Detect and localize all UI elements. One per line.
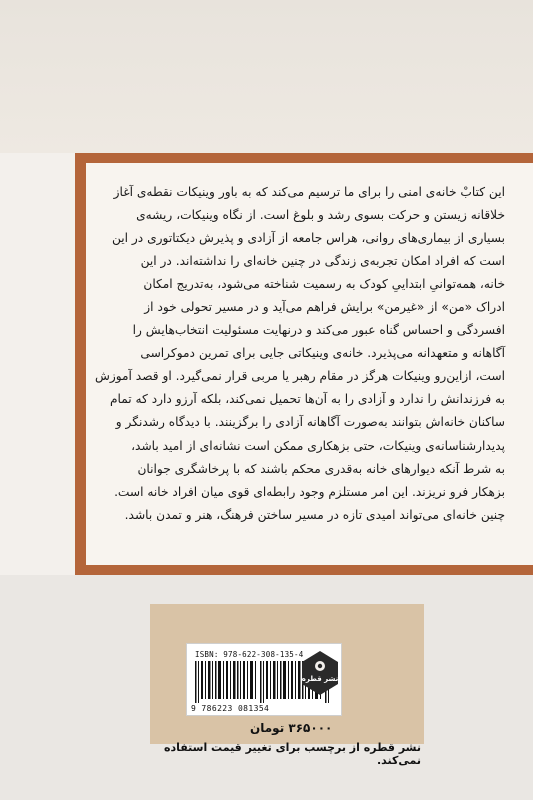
blurb-line-9: است، ازاین‌رو وینیکات هرگز در مقام رهبر یا مربی قرار نمی‌گیرد. او قصد آموزش	[94, 369, 505, 384]
blurb-line-1: این کتابْ خانه‌ی امنی را برای ما ترسیم می‌کند که به باور وینیکات نقطه‌ی آغاز	[113, 185, 505, 199]
cover-top-band	[0, 0, 533, 153]
publisher-logo	[300, 650, 340, 700]
isbn-text: ISBN: 978-622-308-135-4	[195, 650, 304, 659]
blurb-line-11: ساکنان خانه‌اش بتوانند به‌صورت آگاهانه آزادی را برگزینند. با دیدگاه رشدنگر و	[115, 415, 505, 430]
blurb-line-2: خلاقانه زیستن و حرکت بسوی رشد و بلوغ است. از نگاه وینیکات، ریشه‌ی	[136, 208, 505, 223]
price-text: ۳۶۵۰۰۰ تومان	[250, 721, 333, 735]
blurb-line-6: ادراک «من» از «غیرمن» برایش فراهم می‌آید و در مسیر تحولی خود از	[144, 300, 505, 315]
blurb-line-10: به فرزندانش را ندارد و آزادی را به آن‌ها تحمیل نمی‌کند، بلکه آرزو دارد که تمام	[109, 392, 505, 407]
publisher-logo-label: نشر قطره	[301, 675, 339, 683]
blurb-line-7: افسردگی و احساس گناه عبور می‌کند و درنهایت مسئولیت انتخاب‌هایش را	[132, 323, 505, 338]
blurb-line-8: آگاهانه و متعهدانه می‌پذیرد. خانه‌ی وینیکاتی جایی برای تمرین دموکراسی	[140, 346, 505, 361]
publisher-logo-icon	[300, 650, 340, 696]
back-cover-blurb	[93, 181, 505, 527]
blurb-line-13: به شرط آنکه دیوارهای خانه به‌قدری محکم باشند که با پرخاشگری جوانان	[137, 461, 505, 476]
price-notice: نشر قطره از برچسب برای تغییر قیمت استفاده نمی‌کند.	[163, 741, 421, 767]
blurb-line-12: پدیدارشناسانه‌ی وینیکات، حتی بزهکاری ممکن است نشانه‌ای از امید باشد،	[131, 438, 505, 453]
blurb-line-14: بزهکار فرو نریزند. این امر مستلزم وجود رابطه‌ای قوی میان افراد خانه است.	[114, 484, 505, 499]
blurb-line-15: چنین خانه‌ای می‌تواند امیدی تازه در مسیر ساختن فرهنگ، هنر و تمدن باشد.	[124, 507, 505, 522]
barcode-digits: 9 786223 081354	[191, 704, 270, 713]
blurb-line-4: است که افراد امکان تجربه‌ی زندگی در چنین خانه‌ای را نداشته‌اند. در این	[140, 254, 505, 269]
blurb-line-3: بسیاری از بیماری‌های روانی، هراس جامعه از آزادی و پذیرش دیکتاتوری در این	[111, 231, 505, 246]
blurb-line-5: خانه، همه‌توانیِ ابتداییِ کودک به رسمیت شناخته می‌شود، به‌تدریج امکان	[143, 277, 505, 292]
